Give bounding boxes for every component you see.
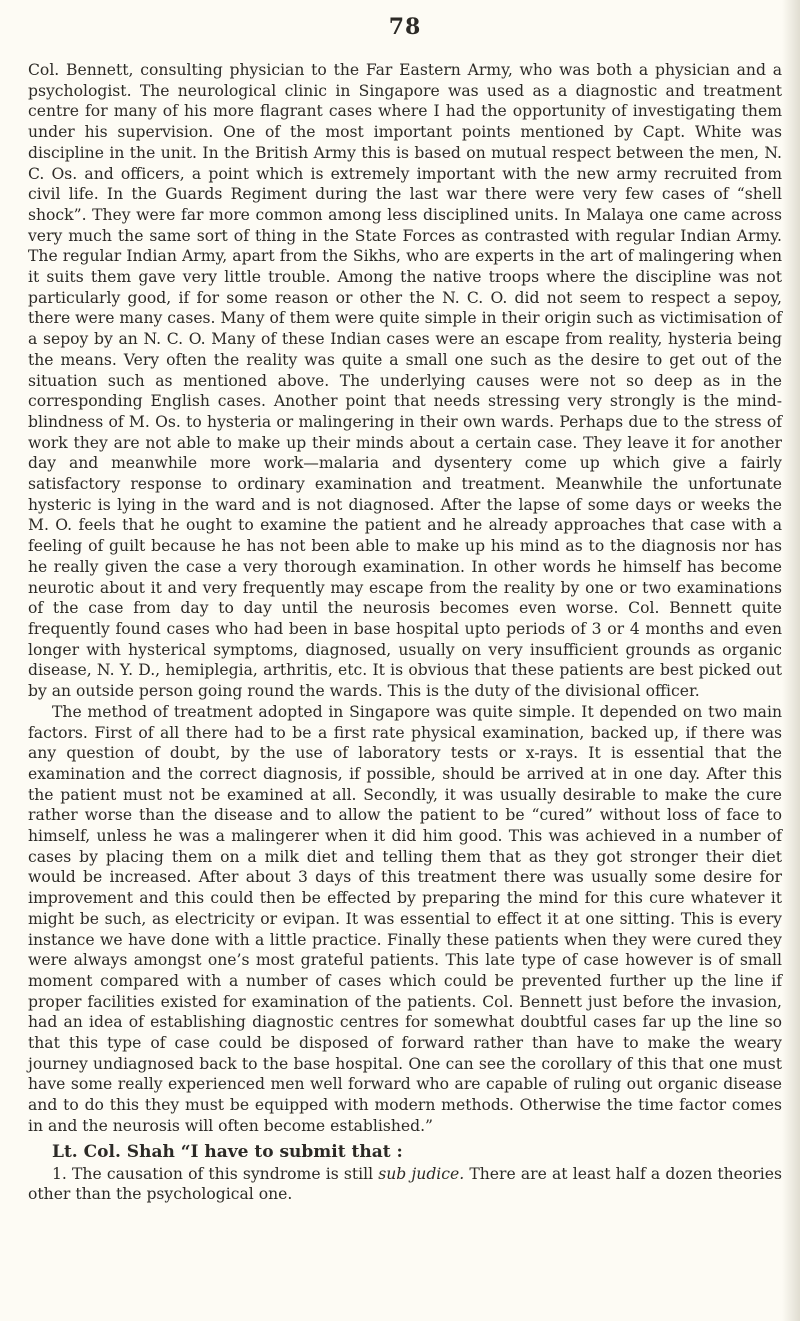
paragraph-bennett-discipline: Col. Bennett, consulting physician to the Far Eastern Army, who was both a physician and a psychologist. The neurological clinic in Singapore was used as a diagnostic and treatment centre for many of his more flagrant cases where I had the opportunity of investigating them under his supervision. One of the most important points mentioned by Capt. White was discipline in the unit. In the British Army this is based on mutual respect between the men, N. C. Os. and officers, a point which is extremely important with the new army recruited from civil life. In the Guards Regiment during the last war there were very few cases of “shell shock”. They were far more common among less disciplined units. In Malaya one came across very much the same sort of thing in the State Forces as contrasted with regular Indian Army. The regular Indian Army, apart from the Sikhs, who are experts in the art of malingering when it suits them gave very little trouble. Among the native troops where the discipline was not particularly good, if for some reason or other the N. C. O. did not seem to respect a sepoy, there were many cases. Many of them were quite simple in their origin such as victimisation of a sepoy by an N. C. O. Many of these Indian cases were an escape from reality, hysteria being the means. Very often the reality was quite a small one such as the desire to get out of the situation such as mentioned above. The underlying causes were not so deep as in the corresponding English cases. Another point that needs stressing very strongly is the mind-blindness of M. Os. to hysteria or malingering in their own wards. Perhaps due to the stress of work they are not able to make up their minds about a certain case. They leave it for another day and meanwhile more work—malaria and dysentery come up which give a fairly satisfactory response to ordinary examination and treatment. Meanwhile the unfortunate hysteric is lying in the ward and is not diagnosed. After the lapse of some days or weeks the M. O. feels that he ought to examine the patient and he already approaches that case with a feeling of guilt because he has not been able to make up his mind as to the diagnosis nor has he really given the case a very thorough examination. In other words he himself has become neurotic about it and very frequently may escape from the reality by one or two examinations of the case from day to day until the neurosis becomes even worse. Col. Bennett quite frequently found cases who had been in base hospital upto periods of 3 or 4 months and even longer with hysterical symptoms, diagnosed, usually on very insufficient grounds as organic disease, N. Y. D., hemiplegia, arthritis, etc. It is obvious that these patients are best picked out by an outside person going round the wards. This is the duty of the divisional officer. — [28, 61, 782, 701]
speaker-heading: Lt. Col. Shah “I have to submit that : — [52, 1141, 403, 1162]
page-number: 78 — [388, 14, 422, 40]
paragraph-causation — [28, 1164, 782, 1205]
causation-text-end: There are at least half a dozen theories other than the psychological one. — [28, 1164, 782, 1204]
book-page — [28, 0, 782, 1205]
page-edge-shadow — [782, 0, 800, 1321]
causation-text-start: 1. The causation of this syndrome is still — [52, 1164, 379, 1183]
causation-italic-term: sub judice. — [378, 1164, 465, 1183]
paragraph-treatment-method: The method of treatment adopted in Singapore was quite simple. It depended on two main factors. First of all there had to be a first rate physical examination, backed up, if there was any question of doubt, by the use of laboratory tests or x-rays. It is essential that the examination and the correct diagnosis, if possible, should be arrived at in one day. After this the patient must not be examined at all. Secondly, it was usually desirable to make the cure rather worse than the disease and to allow the patient to be “cured” without loss of face to himself, unless he was a malingerer when it did him good. This was achieved in a number of cases by placing them on a milk diet and telling them that as they got stronger their diet would be increased. After about 3 days of this treatment there was usually some desire for improvement and this could then be effected by preparing the mind for this cure whatever it might be such, as electricity or evipan. It was essential to effect it at one sitting. This is every instance we have done with a little practice. Finally these patients when they were cured they were always amongst one’s most grateful patients. This late type of case however is of small moment compared with a number of cases which could be prevented further up the line if proper facilities existed for examination of the patients. Col. Bennett just before the invasion, had an idea of establishing diagnostic centres for somewhat doubtful cases far up the line so that this type of case could be disposed of forward rather than have to make the weary journey undiagnosed back to the base hospital. One can see the corollary of this that one must have some really experienced men well forward who are capable of ruling out organic disease and to do this they must be equipped with modern methods. Otherwise the time factor comes in and the neurosis will often become established.” — [28, 702, 782, 1135]
